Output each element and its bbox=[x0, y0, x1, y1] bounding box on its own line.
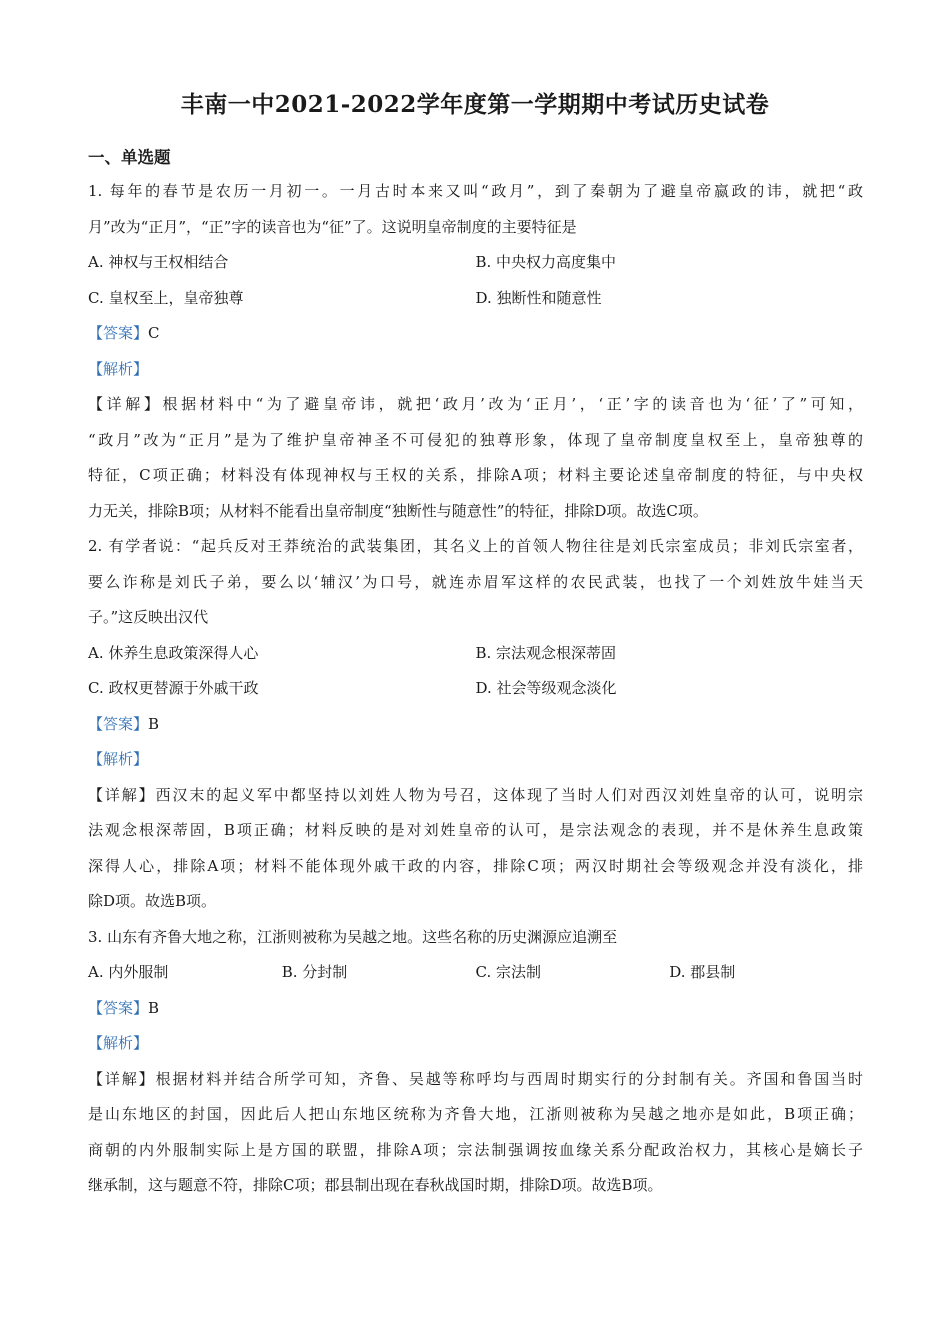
detail-line: 是山东地区的封国，因此后人把山东地区统称为齐鲁大地，江浙则被称为吴越之地亦是如此，B项正确； bbox=[88, 1105, 863, 1123]
detail-line: 特征，C项正确；材料没有体现神权与王权的关系，排除A项；材料主要论述皇帝制度的特征，与中央权 bbox=[88, 466, 863, 484]
answer-value: C bbox=[148, 324, 160, 342]
detail-line bbox=[88, 778, 863, 814]
detail-line bbox=[88, 1062, 863, 1098]
detail-line: 力无关，排除B项；从材料不能看出皇帝制度“独断性与随意性”的特征，排除D项。故选C项。 bbox=[88, 501, 708, 520]
analysis-line bbox=[88, 742, 863, 778]
question-stem-line: 月”改为“正月”，“正”字的读音也为“征”了。这说明皇帝制度的主要特征是 bbox=[88, 217, 577, 236]
question-stem-line: 1. 每年的春节是农历一月初一。一月古时本来又叫“政月”，到了秦朝为了避皇帝嬴政的讳，就把“政 bbox=[88, 182, 863, 200]
option-a: A. 神权与王权相结合 bbox=[88, 253, 229, 271]
option-row bbox=[88, 955, 863, 991]
option-row bbox=[88, 636, 863, 672]
option-row bbox=[88, 671, 863, 707]
question-stem-line: 3. 山东有齐鲁大地之称，江浙则被称为吴越之地。这些名称的历史渊源应追溯至 bbox=[88, 927, 618, 946]
option-b: B. 宗法观念根深蒂固 bbox=[475, 643, 617, 662]
section-heading: 一、单选题 bbox=[88, 148, 171, 167]
detail-line: 法观念根深蒂固，B项正确；材料反映的是对刘姓皇帝的认可，是宗法观念的表现，并不是休养生息政策 bbox=[88, 821, 863, 839]
option-d: D. 独断性和随意性 bbox=[475, 288, 602, 307]
question-list bbox=[88, 174, 863, 1204]
detail-label: 【详解】 bbox=[88, 1069, 156, 1088]
answer-label: 【答案】 bbox=[88, 998, 149, 1017]
answer-value: B bbox=[148, 714, 160, 733]
answer-label: 【答案】 bbox=[88, 714, 149, 733]
question-1 bbox=[88, 174, 863, 529]
question-2 bbox=[88, 529, 863, 920]
analysis-label: 【解析】 bbox=[88, 750, 149, 768]
detail-line: 除D项。故选B项。 bbox=[88, 892, 217, 910]
answer-value: B bbox=[148, 998, 160, 1017]
detail-line: 继承制，这与题意不符，排除C项；郡县制出现在春秋战国时期，排除D项。故选B项。 bbox=[88, 1176, 663, 1194]
option-row bbox=[88, 281, 863, 317]
analysis-label: 【解析】 bbox=[88, 359, 149, 378]
detail-label: 【详解】 bbox=[88, 395, 163, 413]
question-stem-line: 要么诈称是刘氏子弟，要么以‘辅汉’为口号，就连赤眉军这样的农民武装，也找了一个刘姓放牛娃当天 bbox=[88, 572, 863, 591]
detail-line: 深得人心，排除A项；材料不能体现外戚干政的内容，排除C项；两汉时期社会等级观念并没有淡化，排 bbox=[88, 856, 863, 875]
option-d: D. 郡县制 bbox=[669, 963, 736, 981]
option-c: C. 政权更替源于外戚干政 bbox=[88, 679, 259, 697]
detail-line: 商朝的内外服制实际上是方国的联盟，排除A项；宗法制强调按血缘关系分配政治权力，其核心是嫡长子 bbox=[88, 1140, 863, 1159]
analysis-label: 【解析】 bbox=[88, 1034, 149, 1052]
answer-label: 【答案】 bbox=[88, 324, 149, 342]
detail-line: “政月”改为“正月”是为了维护皇帝神圣不可侵犯的独尊形象，体现了皇帝制度皇权至上，皇帝独尊的 bbox=[88, 430, 863, 449]
option-b: B. 中央权力高度集中 bbox=[475, 253, 617, 271]
option-a: A. 内外服制 bbox=[88, 963, 169, 981]
detail-text: 西汉末的起义军中都坚持以刘姓人物为号召，这体现了当时人们对西汉刘姓皇帝的认可，说明宗 bbox=[155, 785, 863, 804]
option-a: A. 休养生息政策深得人心 bbox=[88, 643, 259, 662]
question-stem-line: 2. 有学者说：“起兵反对王莽统治的武装集团，其名义上的首领人物往往是刘氏宗室成员；非刘氏宗室者， bbox=[88, 537, 863, 555]
answer-line bbox=[88, 707, 863, 743]
option-c: C. 宗法制 bbox=[475, 963, 541, 981]
analysis-line bbox=[88, 352, 863, 388]
question-3 bbox=[88, 920, 863, 1204]
question-stem-line: 子。”这反映出汉代 bbox=[88, 608, 209, 626]
analysis-line bbox=[88, 1026, 863, 1062]
option-c: C. 皇权至上，皇帝独尊 bbox=[88, 288, 244, 307]
detail-text: 根据材料中“为了避皇帝讳，就把‘政月’改为‘正月’，‘正’字的读音也为‘征’了”可知， bbox=[162, 395, 863, 413]
page-title: 丰南一中2021-2022学年度第一学期期中考试历史试卷 bbox=[180, 91, 770, 118]
option-b: B. 分封制 bbox=[281, 963, 348, 981]
option-d: D. 社会等级观念淡化 bbox=[475, 679, 617, 697]
answer-line bbox=[88, 316, 863, 352]
option-row bbox=[88, 245, 863, 281]
detail-label: 【详解】 bbox=[88, 785, 156, 804]
detail-line bbox=[88, 387, 863, 423]
detail-text: 根据材料并结合所学可知，齐鲁、吴越等称呼均与西周时期实行的分封制有关。齐国和鲁国当时 bbox=[155, 1069, 863, 1088]
answer-line bbox=[88, 991, 863, 1027]
